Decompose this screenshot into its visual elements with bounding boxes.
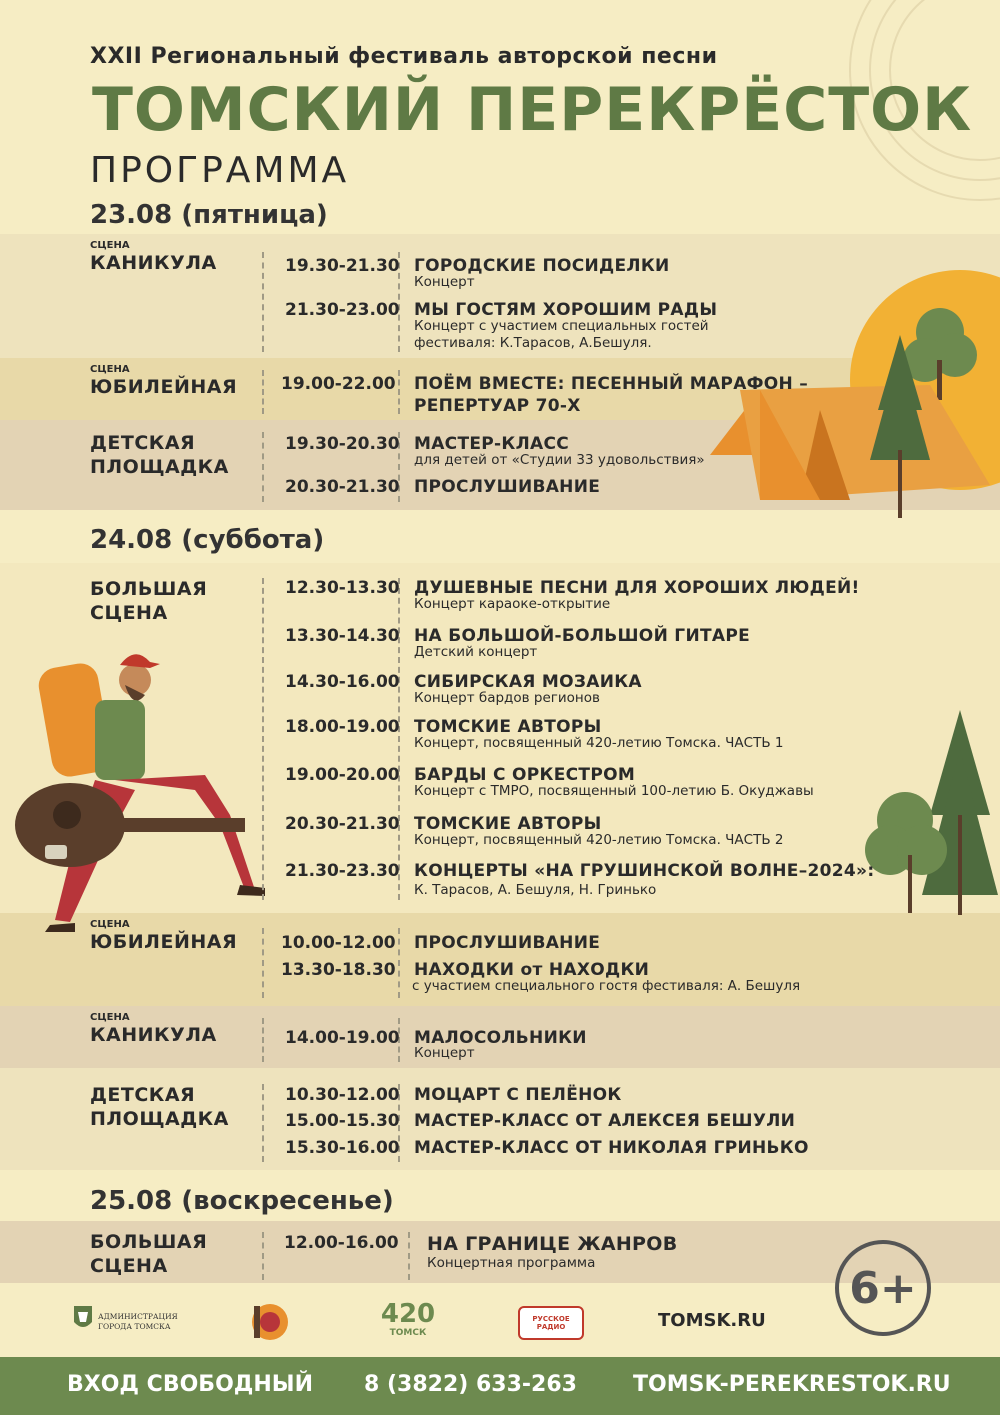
event-title: КОНЦЕРТЫ «НА ГРУШИНСКОЙ ВОЛНЕ–2024»: [414,861,875,881]
stage-name: ЮБИЛЕЙНАЯ [90,931,238,953]
hiker-illustration [15,640,270,935]
event-title: ТОМСКИЕ АВТОРЫ [414,814,602,834]
event-subtitle: фестиваля: К.Тарасов, А.Бешуля. [414,335,652,351]
event-title: МАСТЕР-КЛАСС ОТ АЛЕКСЕЯ БЕШУЛИ [414,1111,796,1131]
stage-name: БОЛЬШАЯ [90,1231,208,1253]
divider [262,1232,264,1280]
website-link[interactable]: TOMSK-PEREKRESTOK.RU [633,1372,951,1397]
age-rating: 6+ [849,1262,917,1314]
divider [398,370,400,414]
phone-number[interactable]: 8 (3822) 633-263 [364,1372,577,1397]
stage-name: ПЛОЩАДКА [90,456,229,478]
stage-name: КАНИКУЛА [90,1024,217,1046]
free-entry: ВХОД СВОБОДНЫЙ [67,1372,313,1397]
divider [262,1084,264,1162]
event-time: 10.00-12.00 [281,933,396,953]
anniversary-city: ТОМСК [389,1328,427,1338]
admin-name: АДМИНИСТРАЦИЯ [98,1312,178,1321]
stage-label [90,431,229,479]
event-subtitle: Детский концерт [414,644,538,660]
divider [262,370,264,414]
event-subtitle: Концерт [414,1045,475,1061]
event-time: 19.30-20.30 [285,434,400,454]
program-heading: ПРОГРАММА [90,150,350,191]
event-title: МАСТЕР-КЛАСС [414,434,569,454]
event-title: СИБИРСКАЯ МОЗАИКА [414,672,642,692]
event-time: 20.30-21.30 [285,477,400,497]
divider [262,1018,264,1062]
event-time: 13.30-18.30 [281,960,396,980]
event-title: МОЦАРТ С ПЕЛЁНОК [414,1085,622,1105]
stage-kind: СЦЕНА [90,1012,130,1023]
event-title: МЫ ГОСТЯМ ХОРОШИМ РАДЫ [414,300,718,320]
festival-title: ТОМСКИЙ ПЕРЕКРЁСТОК [92,75,973,145]
event-time: 10.30-12.00 [285,1085,400,1105]
stage-name: ДЕТСКАЯ [90,1084,196,1106]
stage-label [90,1230,207,1278]
stage-label [90,577,207,625]
day-date: 23.08 (пятница) [90,200,328,230]
divider [398,928,400,998]
event-subtitle: Концерт бардов регионов [414,690,600,706]
coat-of-arms-icon [72,1302,94,1334]
event-time: 19.30-21.30 [285,256,400,276]
stage-name: БОЛЬШАЯ [90,578,208,600]
event-title: РЕПЕРТУАР 70-Х [414,396,581,416]
stage-name: СЦЕНА [90,1255,168,1277]
event-subtitle: Концертная программа [427,1255,596,1271]
event-title: ДУШЕВНЫЕ ПЕСНИ ДЛЯ ХОРОШИХ ЛЮДЕЙ! [414,578,860,598]
event-subtitle: Концерт с ТМРО, посвященный 100-летию Б. Окуджавы [414,783,814,799]
stage-label [90,920,237,954]
stage-name: КАНИКУЛА [90,252,217,274]
event-title: БАРДЫ С ОРКЕСТРОМ [414,765,636,785]
event-title: ПОЁМ ВМЕСТЕ: ПЕСЕННЫЙ МАРАФОН – [414,374,809,394]
event-time: 14.00-19.00 [285,1028,400,1048]
event-subtitle: Концерт, посвященный 420-летию Томска. ЧАСТЬ 2 [414,832,784,848]
stage-name: ПЛОЩАДКА [90,1108,229,1130]
divider [408,1232,410,1280]
event-title: ТОМСКИЕ АВТОРЫ [414,717,602,737]
event-title: НА БОЛЬШОЙ-БОЛЬШОЙ ГИТАРЕ [414,626,750,646]
event-subtitle: для детей от «Студии 33 удовольствия» [414,452,705,468]
event-time: 15.00-15.30 [285,1111,400,1131]
radio-name: РУССКОЕ РАДИО [532,1315,570,1331]
stage-name: ДЕТСКАЯ [90,432,196,454]
day-date: 25.08 (воскресенье) [90,1186,394,1216]
festival-logo-icon [248,1302,292,1342]
age-rating-badge [835,1240,931,1336]
event-time: 20.30-21.30 [285,814,400,834]
event-subtitle: Концерт [414,274,475,290]
divider [262,578,264,900]
event-time: 14.30-16.00 [285,672,400,692]
stage-label [90,1013,217,1047]
event-subtitle: с участием специального гостя фестиваля: А. Бешуля [412,978,801,994]
stage-name: СЦЕНА [90,602,168,624]
divider [262,432,264,502]
event-time: 15.30-16.00 [285,1138,400,1158]
trees-illustration [860,705,1000,920]
event-subtitle: Концерт с участием специальных гостей [414,318,709,334]
stage-name: ЮБИЛЕЙНАЯ [90,376,238,398]
admin-name: ГОРОДА ТОМСКА [98,1322,171,1331]
event-time: 19.00-22.00 [281,374,396,394]
event-title: НАХОДКИ от НАХОДКИ [414,960,650,980]
event-subtitle: К. Тарасов, А. Бешуля, Н. Гринько [414,882,657,898]
russkoe-radio-logo [518,1306,584,1340]
event-time: 21.30-23.00 [285,300,400,320]
event-title: НА ГРАНИЦЕ ЖАНРОВ [427,1233,678,1255]
stage-kind: СЦЕНА [90,364,130,375]
event-subtitle: Концерт караоке-открытие [414,596,611,612]
day-date: 24.08 (суббота) [90,525,325,555]
divider [262,928,264,998]
anniversary-number: 420 [380,1299,436,1329]
stage-kind: СЦЕНА [90,240,130,251]
event-title: ПРОСЛУШИВАНИЕ [414,933,601,953]
stage-label [90,1083,229,1131]
festival-subtitle: XXII Региональный фестиваль авторской песни [90,44,718,69]
event-title: ПРОСЛУШИВАНИЕ [414,477,601,497]
event-subtitle: Концерт, посвященный 420-летию Томска. ЧАСТЬ 1 [414,735,784,751]
event-time: 21.30-23.30 [285,861,400,881]
event-time: 13.30-14.30 [285,626,400,646]
event-time: 12.30-13.30 [285,578,400,598]
divider [262,252,264,352]
stage-label [90,241,217,275]
event-time: 12.00-16.00 [284,1233,399,1253]
stage-label [90,365,237,399]
event-title: ГОРОДСКИЕ ПОСИДЕЛКИ [414,256,670,276]
stage-kind: СЦЕНА [90,919,130,930]
event-title: МАЛОСОЛЬНИКИ [414,1028,587,1048]
tomskru-logo: TOMSK.RU [658,1310,766,1331]
event-time: 18.00-19.00 [285,717,400,737]
admin-tomsk-logo [72,1302,178,1342]
anniversary-logo [380,1300,436,1338]
event-title: МАСТЕР-КЛАСС ОТ НИКОЛАЯ ГРИНЬКО [414,1138,809,1158]
footer-bar [0,1357,1000,1415]
event-time: 19.00-20.00 [285,765,400,785]
